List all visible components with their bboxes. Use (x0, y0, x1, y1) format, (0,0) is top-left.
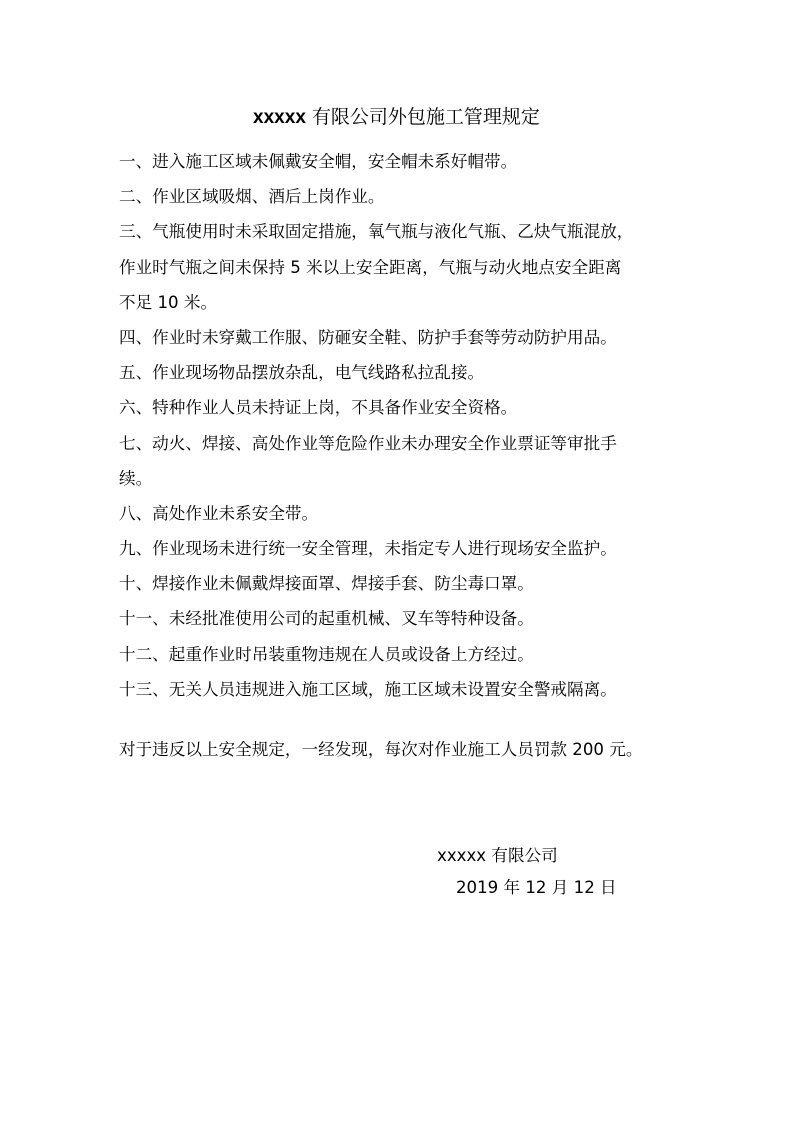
signature-block (437, 840, 617, 904)
regulation-line-5: 五、作业现场物品摆放杂乱，电气线路私拉乱接。 (119, 363, 485, 383)
regulation-line-12: 十二、起重作业时吊装重物违规在人员或设备上方经过。 (119, 644, 534, 664)
document-title (0, 103, 793, 132)
regulations-list (119, 144, 689, 767)
regulation-line-10: 十、焊接作业未佩戴焊接面罩、焊接手套、防尘毒口罩。 (119, 574, 534, 594)
regulation-line-7: 七、动火、焊接、高处作业等危险作业未办理安全作业票证等审批手 (119, 433, 617, 453)
title-company-placeholder: xxxxx (253, 107, 306, 128)
regulation-line-6: 六、特种作业人员未持证上岗，不具备作业安全资格。 (119, 398, 518, 418)
regulation-line-2: 二、作业区域吸烟、酒后上岗作业。 (119, 187, 385, 207)
signature-company: xxxxx 有限公司 (437, 846, 558, 865)
regulation-line-3-cont-2: 不足 10 米。 (119, 292, 218, 312)
regulation-line-9: 九、作业现场未进行统一安全管理，未指定专人进行现场安全监护。 (119, 539, 617, 559)
title-text: 有限公司外包施工管理规定 (305, 106, 540, 128)
paragraph-gap (119, 707, 689, 732)
regulation-line-4: 四、作业时未穿戴工作服、防砸安全鞋、防护手套等劳动防护用品。 (119, 327, 617, 347)
regulation-line-1: 一、进入施工区域未佩戴安全帽，安全帽未系好帽带。 (119, 152, 518, 171)
regulation-line-13: 十三、无关人员违规进入施工区域，施工区域未设置安全警戒隔离。 (119, 679, 617, 699)
signature-date: 2019 年 12 月 12 日 (456, 878, 617, 897)
regulation-line-7-cont: 续。 (119, 468, 153, 488)
regulation-line-3-cont: 作业时气瓶之间未保持 5 米以上安全距离，气瓶与动火地点安全距离 (119, 257, 622, 277)
regulation-line-11: 十一、未经批准使用公司的起重机械、叉车等特种设备。 (119, 609, 534, 629)
regulation-line-3: 三、气瓶使用时未采取固定措施，氧气瓶与液化气瓶、乙炔气瓶混放， (119, 222, 634, 242)
penalty-statement: 对于违反以上安全规定，一经发现，每次对作业施工人员罚款 200 元。 (119, 740, 643, 759)
regulation-line-8: 八、高处作业未系安全带。 (119, 503, 319, 523)
